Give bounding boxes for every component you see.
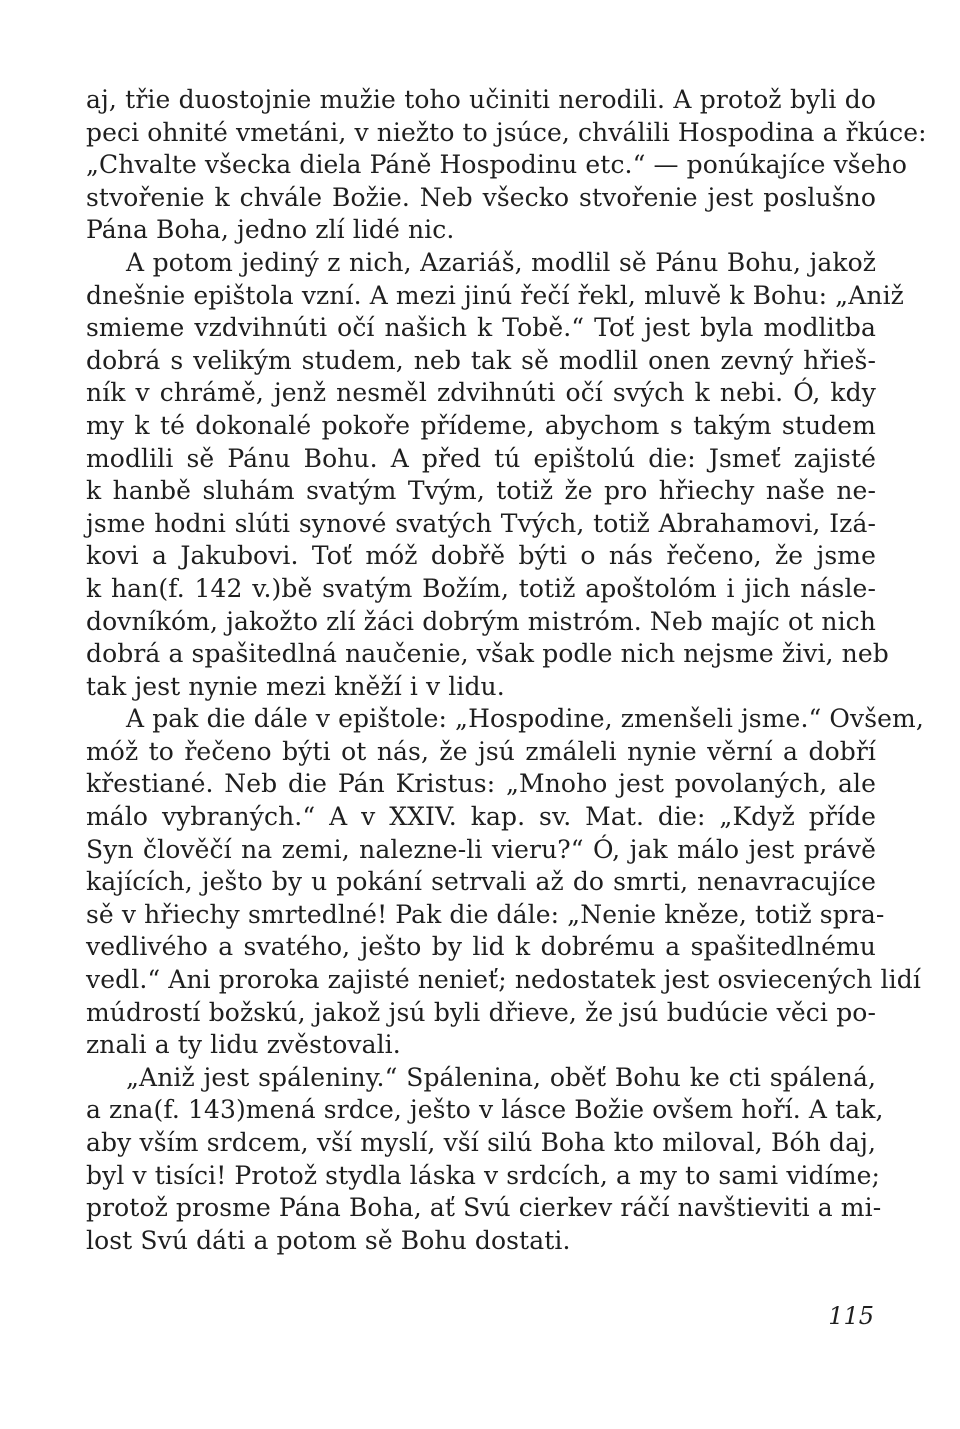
text-line: my k té dokonalé pokoře přídeme, abychom s takým studem — [86, 410, 876, 440]
paragraph-1 — [86, 84, 927, 247]
text-line: Syn člověčí na zemi, nalezne-li vieru?“ Ó, jak málo jest právě — [86, 834, 876, 864]
text-line: „Chvalte všecka diela Páně Hospodinu etc.“ — ponúkajíce všeho — [86, 150, 907, 180]
text-line: Pána Boha, jedno zlí lidé nic. — [86, 215, 455, 245]
text-line: protož prosme Pána Boha, ať Svú cierkev ráčí navštieviti a mi- — [86, 1193, 882, 1223]
text-line: lost Svú dáti a potom sě Bohu dostati. — [86, 1225, 571, 1255]
text-line: peci ohnité vmetáni, v niežto to jsúce, chválili Hospodina a řkúce: — [86, 117, 927, 147]
text-line: smieme vzdvihnúti očí našich k Tobě.“ Toť jest byla modlitba — [86, 313, 876, 343]
text-line: vedl.“ Ani proroka zajisté nenieť; nedostatek jest osviecených lidí — [86, 965, 921, 995]
text-line: stvořenie k chvále Božie. Neb všecko stvořenie jest poslušno — [86, 182, 876, 212]
text-line: tak jest nynie mezi kněží i v lidu. — [86, 671, 505, 701]
text-line: dnešnie epištola vzní. A mezi jinú řečí řekl, mluvě k Bohu: „Aniž — [86, 280, 904, 310]
text-line: móž to řečeno býti ot nás, že jsú zmáleli nynie věrní a dobří — [86, 736, 876, 766]
text-line: k han(f. 142 v.)bě svatým Božím, totiž apoštolóm i jich násle- — [86, 573, 876, 603]
paragraph-2 — [86, 247, 904, 703]
text-line: dobrá a spašitedlná naučenie, však podle nich nejsme živi, neb — [86, 639, 889, 669]
text-line: kovi a Jakubovi. Toť móž dobřě býti o nás řečeno, že jsme — [86, 541, 876, 571]
paragraph-3 — [86, 703, 924, 1062]
text-line: jsme hodni slúti synové svatých Tvých, totiž Abrahamovi, Izá- — [86, 508, 876, 538]
page-body — [86, 84, 927, 1257]
text-line: ník v chrámě, jenž nesměl zdvihnúti očí svých k nebi. Ó, kdy — [86, 378, 876, 408]
text-line: vedlivého a svatého, ješto by lid k dobrému a spašitedlnému — [86, 932, 876, 962]
text-line: k hanbě sluhám svatým Tvým, totiž že pro hřiechy naše ne- — [86, 476, 876, 506]
text-line: křestiané. Neb die Pán Kristus: „Mnoho jest povolaných, ale — [86, 769, 876, 799]
text-line: kajících, ješto by u pokání setrvali až do smrti, nenavracujíce — [86, 867, 876, 897]
text-line: „Aniž jest spáleniny.“ Spálenina, oběť Bohu ke cti spálená, — [126, 1062, 876, 1092]
text-line: aj, třie duostojnie mužie toho učiniti nerodili. A protož byli do — [86, 85, 876, 114]
text-line: modlili sě Pánu Bohu. A před tú epištolú die: Jsmeť zajisté — [86, 443, 876, 473]
text-line: dobrá s velikým studem, neb tak sě modlil onen zevný hřieš- — [86, 345, 876, 375]
text-line: A pak die dále v epištole: „Hospodine, zmenšeli jsme.“ Ovšem, — [126, 704, 924, 734]
text-line: A potom jediný z nich, Azariáš, modlil sě Pánu Bohu, jakož — [126, 247, 876, 277]
page-number: 115 — [828, 1302, 874, 1330]
text-line: a zna(f. 143)mená srdce, ješto v lásce Božie ovšem hoří. A tak, — [86, 1095, 884, 1125]
text-line: sě v hřiechy smrtedlné! Pak die dále: „Nenie kněze, totiž spra- — [86, 899, 885, 929]
text-line: byl v tisíci! Protož stydla láska v srdcích, a my to sami vidíme; — [86, 1160, 881, 1190]
paragraph-4 — [86, 1062, 884, 1258]
text-line: aby vším srdcem, vší myslí, vší silú Boha kto miloval, Bóh daj, — [86, 1128, 876, 1157]
text-line: málo vybraných.“ A v XXIV. kap. sv. Mat. die: „Když příde — [86, 802, 876, 832]
text-line: dovníkóm, jakožto zlí žáci dobrým mistróm. Neb majíc ot nich — [86, 606, 876, 636]
text-line: znali a ty lidu zvěstovali. — [86, 1030, 401, 1060]
text-line: múdrostí božskú, jakož jsú byli dřieve, že jsú budúcie věci po- — [86, 997, 876, 1027]
